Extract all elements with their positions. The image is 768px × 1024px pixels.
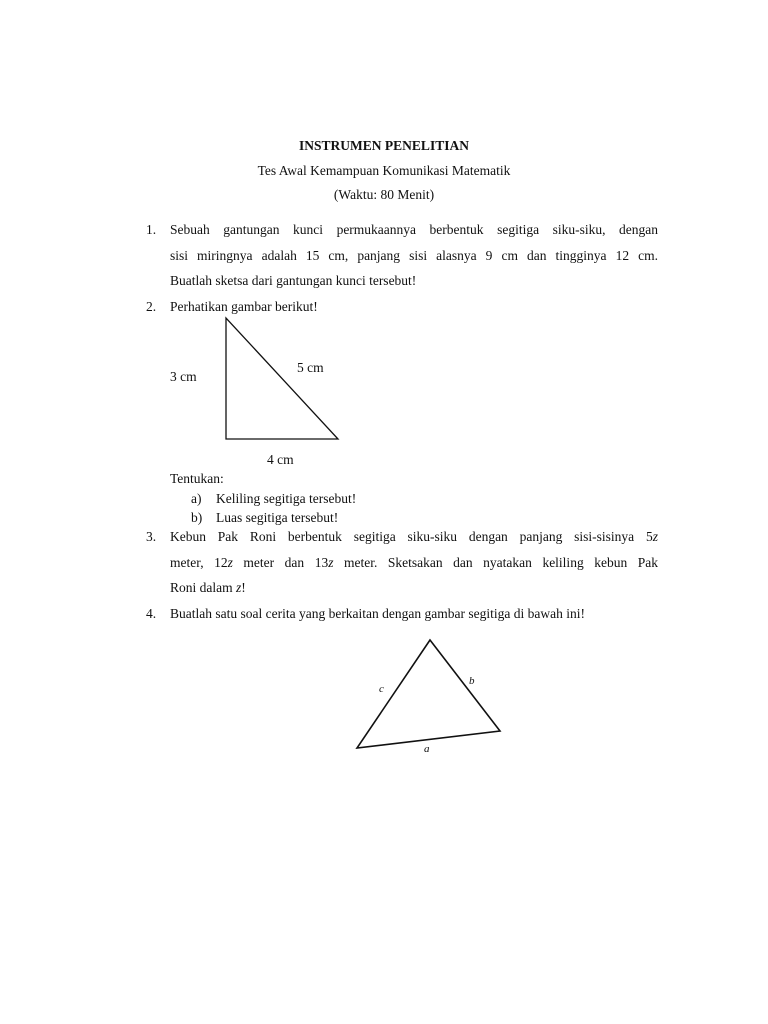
test-duration: (Waktu: 80 Menit) [333, 187, 435, 202]
document-subtitle: Tes Awal Kemampuan Komunikasi Matematik [257, 163, 511, 178]
question-3-line-2: meter, 12z meter dan 13z meter. Sketsakan dan nyatakan keliling kebun Pak [170, 555, 658, 570]
question-2-number: 2. [146, 299, 157, 314]
question-2-item-b-text: Luas segitiga tersebut! [216, 510, 339, 525]
question-3-line-1: Kebun Pak Roni berbentuk segitiga siku-siku dengan panjang sisi-sisinya 5z [170, 529, 658, 544]
question-1-number: 1. [146, 222, 157, 237]
question-4-text: Buatlah satu soal cerita yang berkaitan dengan gambar segitiga di bawah ini! [170, 606, 585, 621]
question-2-item-a-marker: a) [191, 491, 202, 506]
question-2-prompt: Tentukan: [170, 471, 224, 486]
question-2-text: Perhatikan gambar berikut! [170, 299, 318, 314]
question-4-number: 4. [146, 606, 157, 621]
triangle-hypotenuse-label: 5 cm [297, 360, 324, 375]
question-1-line-3: Buatlah sketsa dari gantungan kunci tersebut! [170, 273, 417, 288]
question-1-line-1: Sebuah gantungan kunci permukaannya berbentuk segitiga siku-siku, dengan [170, 222, 658, 237]
side-b-label: b [469, 675, 475, 687]
side-c-label: c [379, 683, 384, 695]
question-1-line-2: sisi miringnya adalah 15 cm, panjang sisi alasnya 9 cm dan tingginya 12 cm. [170, 248, 658, 263]
document-title: INSTRUMEN PENELITIAN [299, 138, 469, 153]
triangle-height-label: 3 cm [170, 369, 197, 384]
question-2-item-b-marker: b) [191, 510, 203, 525]
question-2-item-a-text: Keliling segitiga tersebut! [216, 491, 357, 506]
question-3-number: 3. [146, 529, 157, 544]
side-a-label: a [424, 743, 430, 755]
question-3-line-3: Roni dalam z! [170, 580, 246, 595]
triangle-base-label: 4 cm [267, 452, 294, 467]
